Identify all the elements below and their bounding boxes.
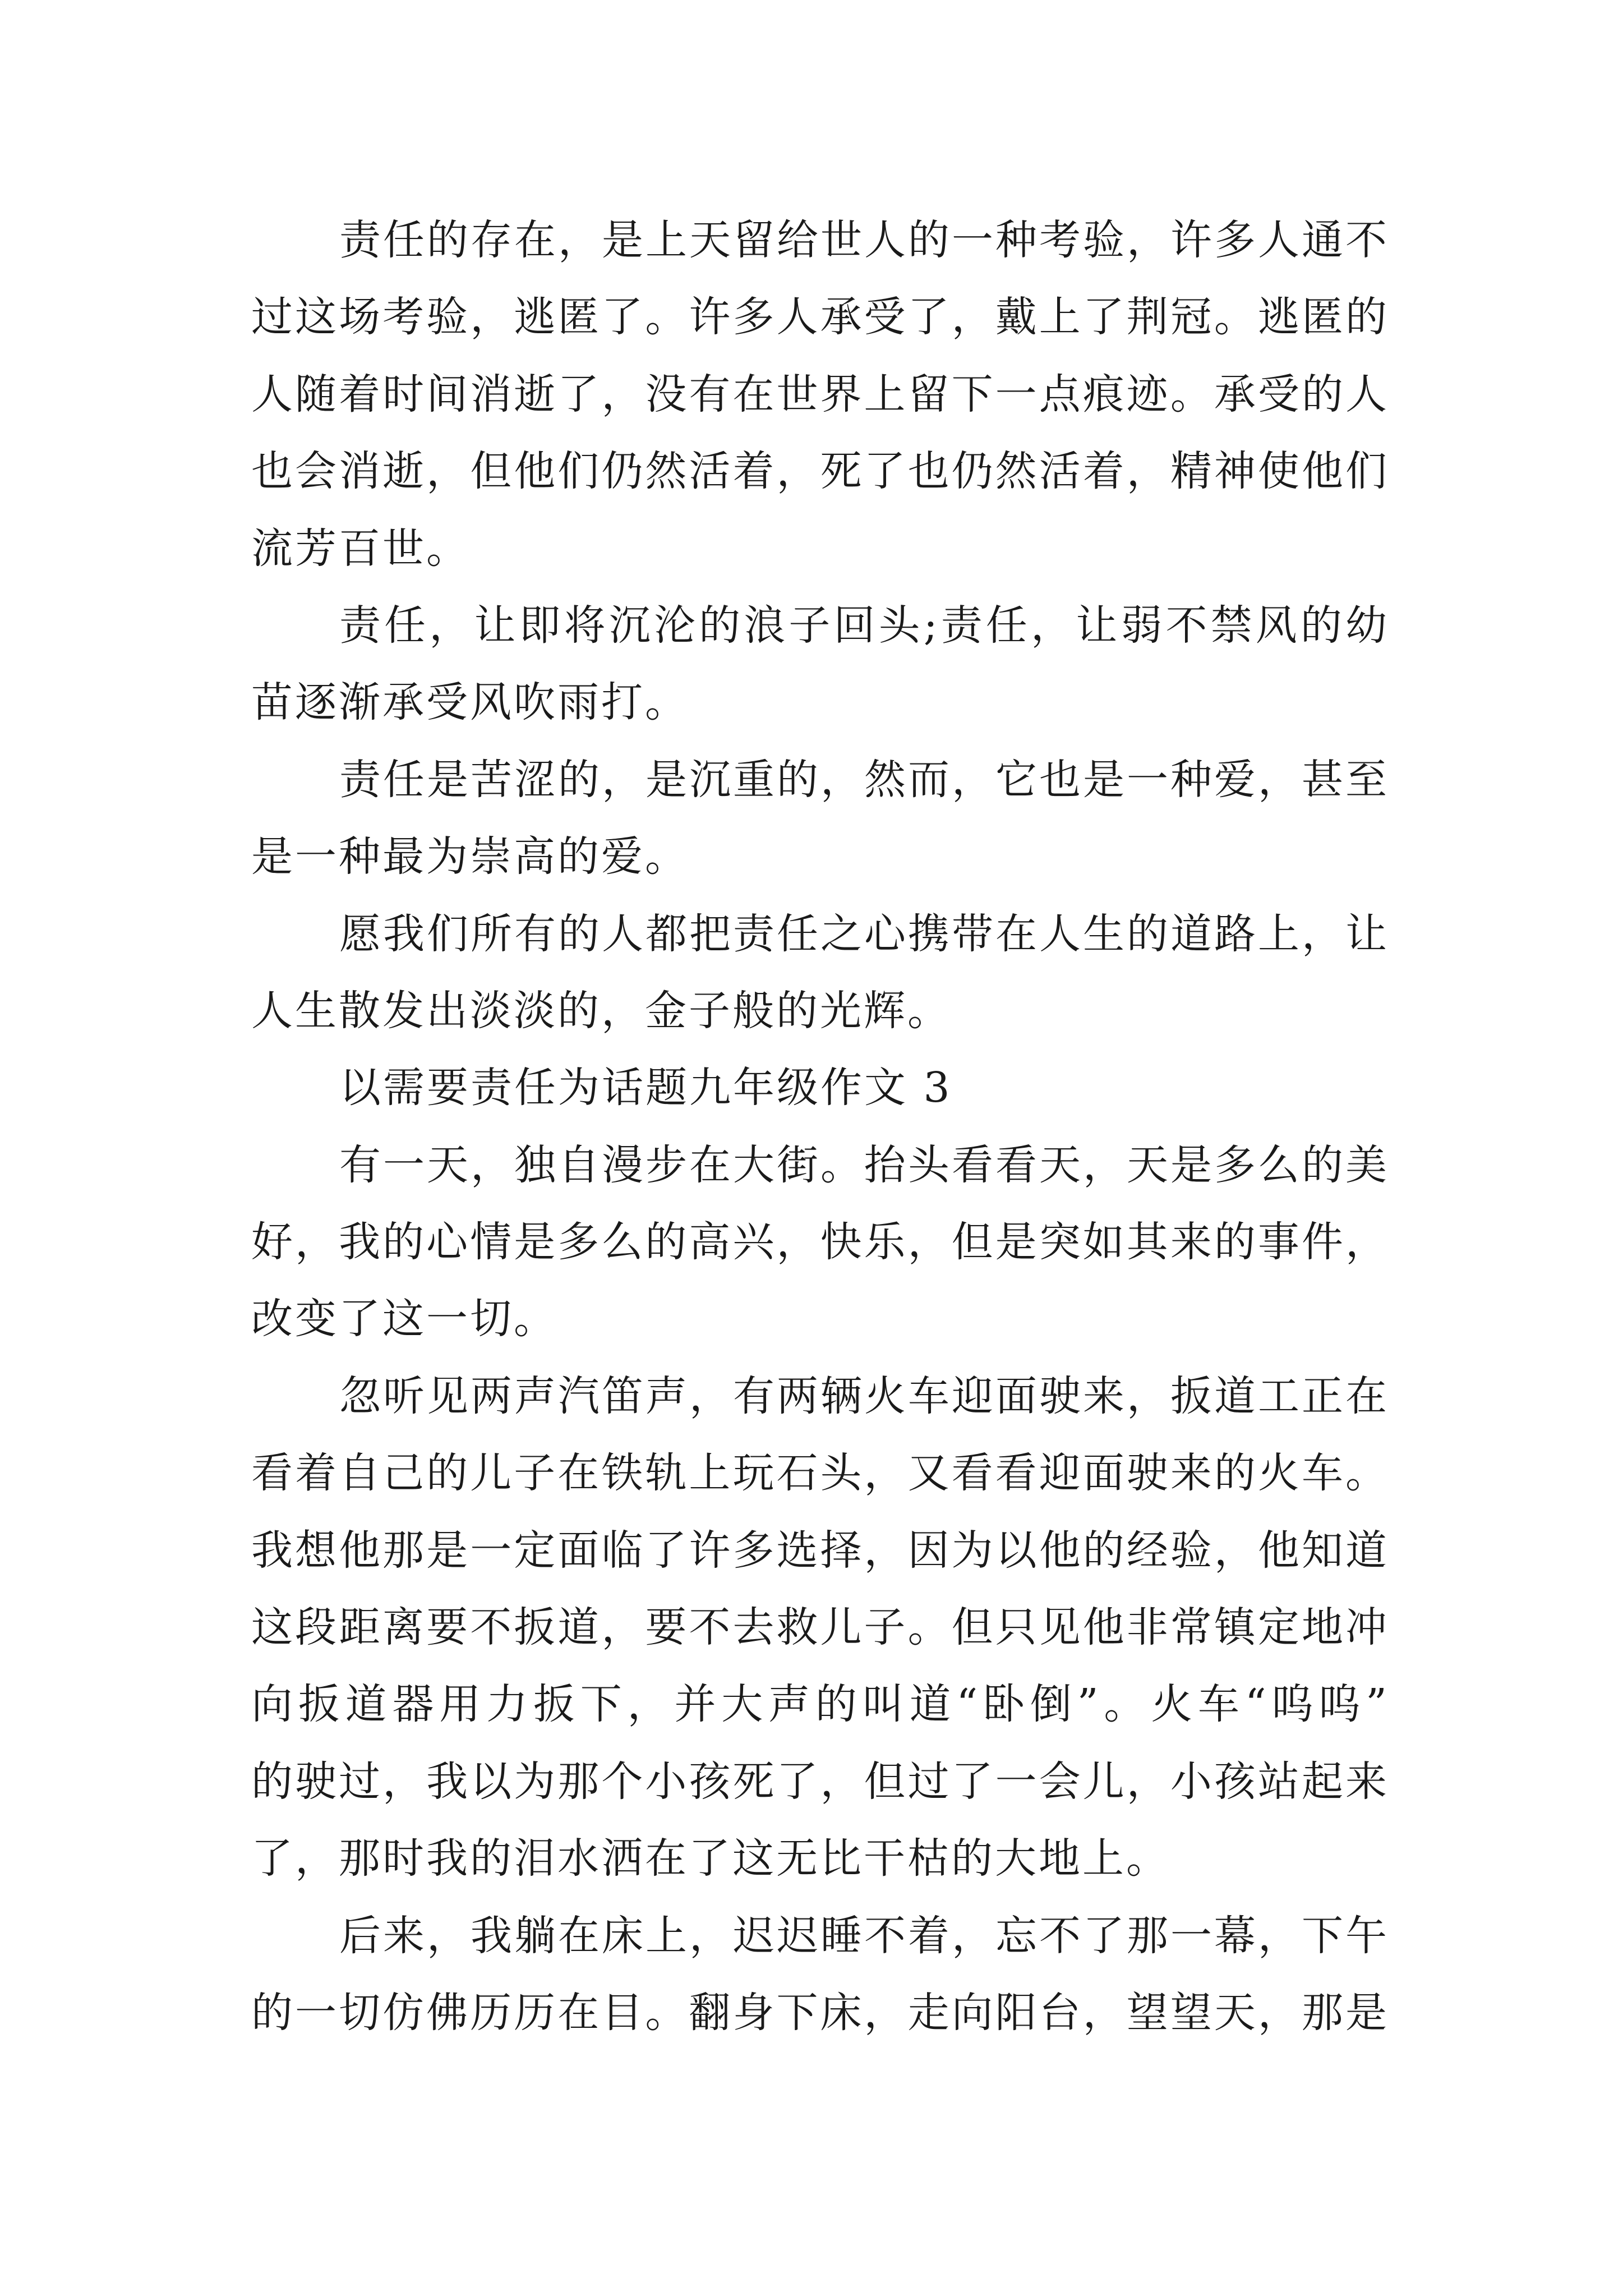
text-line: 好，我的心情是多么的高兴，快乐，但是突如其来的事件，	[251, 1218, 1387, 1267]
essay-title: 以需要责任为话题九年级作文 3	[339, 1064, 952, 1112]
text-line: 责任是苦涩的，是沉重的，然而，它也是一种爱，甚至	[339, 755, 1387, 804]
text-line: 看着自己的儿子在铁轨上玩石头，又看看迎面驶来的火车。	[251, 1449, 1387, 1498]
paragraph	[251, 1898, 1387, 2052]
text-line: 人随着时间消逝了，没有在世界上留下一点痕迹。承受的人	[251, 370, 1387, 418]
text-line: 后来，我躺在床上，迟迟睡不着，忘不了那一幕，下午	[339, 1911, 1387, 1960]
paragraph	[251, 742, 1387, 896]
text-line: 有一天，独自漫步在大街。抬头看看天，天是多么的美	[339, 1140, 1387, 1189]
text-line: 责任，让即将沉沦的浪子回头;责任，让弱不禁风的幼	[339, 601, 1387, 650]
text-line: 了，那时我的泪水洒在了这无比干枯的大地上。	[251, 1834, 1170, 1883]
text-line: 我想他那是一定面临了许多选择，因为以他的经验，他知道	[251, 1526, 1387, 1575]
text-line: 苗逐渐承受风吹雨打。	[251, 678, 689, 727]
text-line: 人生散发出淡淡的，金子般的光辉。	[251, 986, 951, 1035]
text-line: 愿我们所有的人都把责任之心携带在人生的道路上，让	[339, 909, 1387, 958]
paragraph	[251, 1127, 1387, 1358]
text-line: 流芳百世。	[251, 524, 470, 573]
text-line: 过这场考验，逃匿了。许多人承受了，戴上了荆冠。逃匿的	[251, 293, 1387, 342]
text-line: 这段距离要不扳道，要不去救儿子。但只见他非常镇定地冲	[251, 1603, 1387, 1652]
paragraph	[251, 896, 1387, 1050]
text-line: 的一切仿佛历历在目。翻身下床，走向阳台，望望天，那是	[251, 1988, 1387, 2037]
paragraph	[251, 587, 1387, 742]
text-line: 忽听见两声汽笛声，有两辆火车迎面驶来，扳道工正在	[339, 1372, 1387, 1420]
document-body	[251, 202, 1387, 2051]
text-line: 向扳道器用力扳下，并大声的叫道“卧倒”。火车“呜呜”	[251, 1680, 1387, 1729]
text-line: 也会消逝，但他们仍然活着，死了也仍然活着，精神使他们	[251, 447, 1387, 496]
text-line: 是一种最为崇高的爱。	[251, 832, 689, 881]
paragraph	[251, 202, 1387, 587]
text-line: 的驶过，我以为那个小孩死了，但过了一会儿，小孩站起来	[251, 1757, 1387, 1806]
text-line: 改变了这一切。	[251, 1295, 557, 1343]
text-line: 责任的存在，是上天留给世人的一种考验，许多人通不	[339, 216, 1387, 264]
paragraph	[251, 1358, 1387, 1898]
